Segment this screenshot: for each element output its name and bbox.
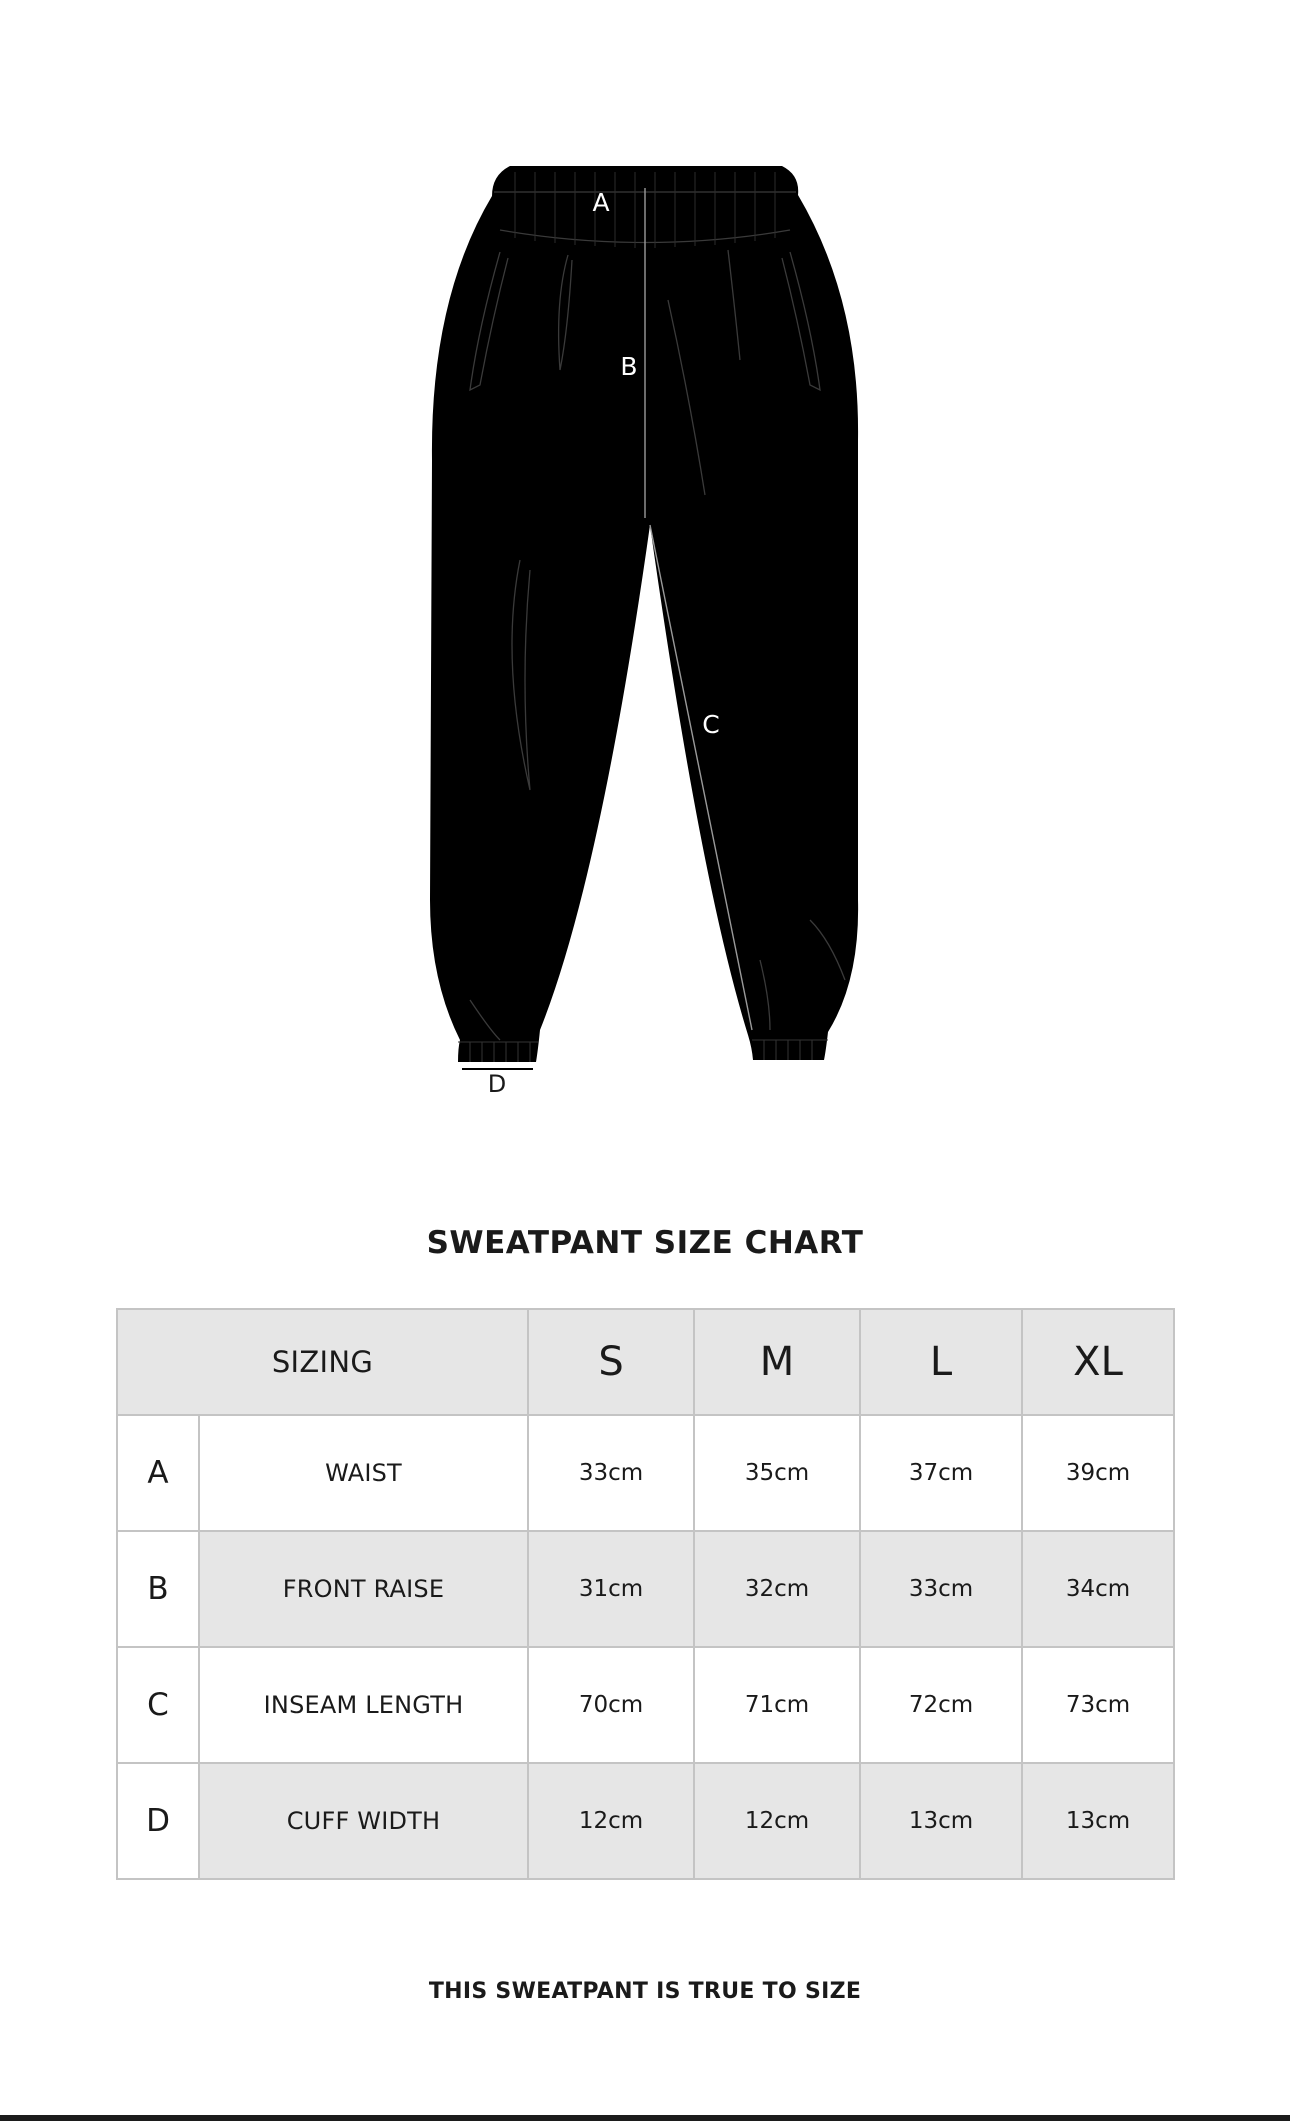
- table-row-front-raise: [117, 1531, 1174, 1647]
- measure-label: CUFF WIDTH: [199, 1763, 528, 1879]
- value-cell: 33cm: [860, 1531, 1022, 1647]
- chart-title: SWEATPANT SIZE CHART: [426, 1225, 864, 1261]
- bottom-edge-bar: [0, 2115, 1290, 2121]
- value-cell: 72cm: [860, 1647, 1022, 1763]
- measure-label: WAIST: [199, 1415, 528, 1531]
- row-letter: A: [117, 1415, 199, 1531]
- size-header-xl: XL: [1022, 1309, 1174, 1415]
- label-a: A: [592, 188, 610, 217]
- value-cell: 39cm: [1022, 1415, 1174, 1531]
- row-letter: B: [117, 1531, 199, 1647]
- row-letter: D: [117, 1763, 199, 1879]
- value-cell: 31cm: [528, 1531, 694, 1647]
- value-cell: 12cm: [694, 1763, 860, 1879]
- size-header-m: M: [694, 1309, 860, 1415]
- value-cell: 34cm: [1022, 1531, 1174, 1647]
- value-cell: 33cm: [528, 1415, 694, 1531]
- label-d: D: [487, 1070, 507, 1098]
- value-cell: 71cm: [694, 1647, 860, 1763]
- size-header-s: S: [528, 1309, 694, 1415]
- size-header-l: L: [860, 1309, 1022, 1415]
- value-cell: 70cm: [528, 1647, 694, 1763]
- measure-label: INSEAM LENGTH: [199, 1647, 528, 1763]
- size-chart-table: [116, 1308, 1175, 1880]
- value-cell: 13cm: [860, 1763, 1022, 1879]
- table-row-cuff-width: [117, 1763, 1174, 1879]
- true-to-size-note: THIS SWEATPANT IS TRUE TO SIZE: [428, 1979, 862, 2004]
- value-cell: 12cm: [528, 1763, 694, 1879]
- value-cell: 73cm: [1022, 1647, 1174, 1763]
- row-letter: C: [117, 1647, 199, 1763]
- value-cell: 32cm: [694, 1531, 860, 1647]
- value-cell: 35cm: [694, 1415, 860, 1531]
- label-b: B: [620, 352, 638, 381]
- table-row-inseam-length: [117, 1647, 1174, 1763]
- sweatpant-silhouette: [430, 166, 858, 1062]
- table-row-waist: [117, 1415, 1174, 1531]
- measure-label: FRONT RAISE: [199, 1531, 528, 1647]
- sizing-header: SIZING: [117, 1309, 528, 1415]
- value-cell: 13cm: [1022, 1763, 1174, 1879]
- table-header-row: [117, 1309, 1174, 1415]
- value-cell: 37cm: [860, 1415, 1022, 1531]
- label-c: C: [702, 710, 720, 739]
